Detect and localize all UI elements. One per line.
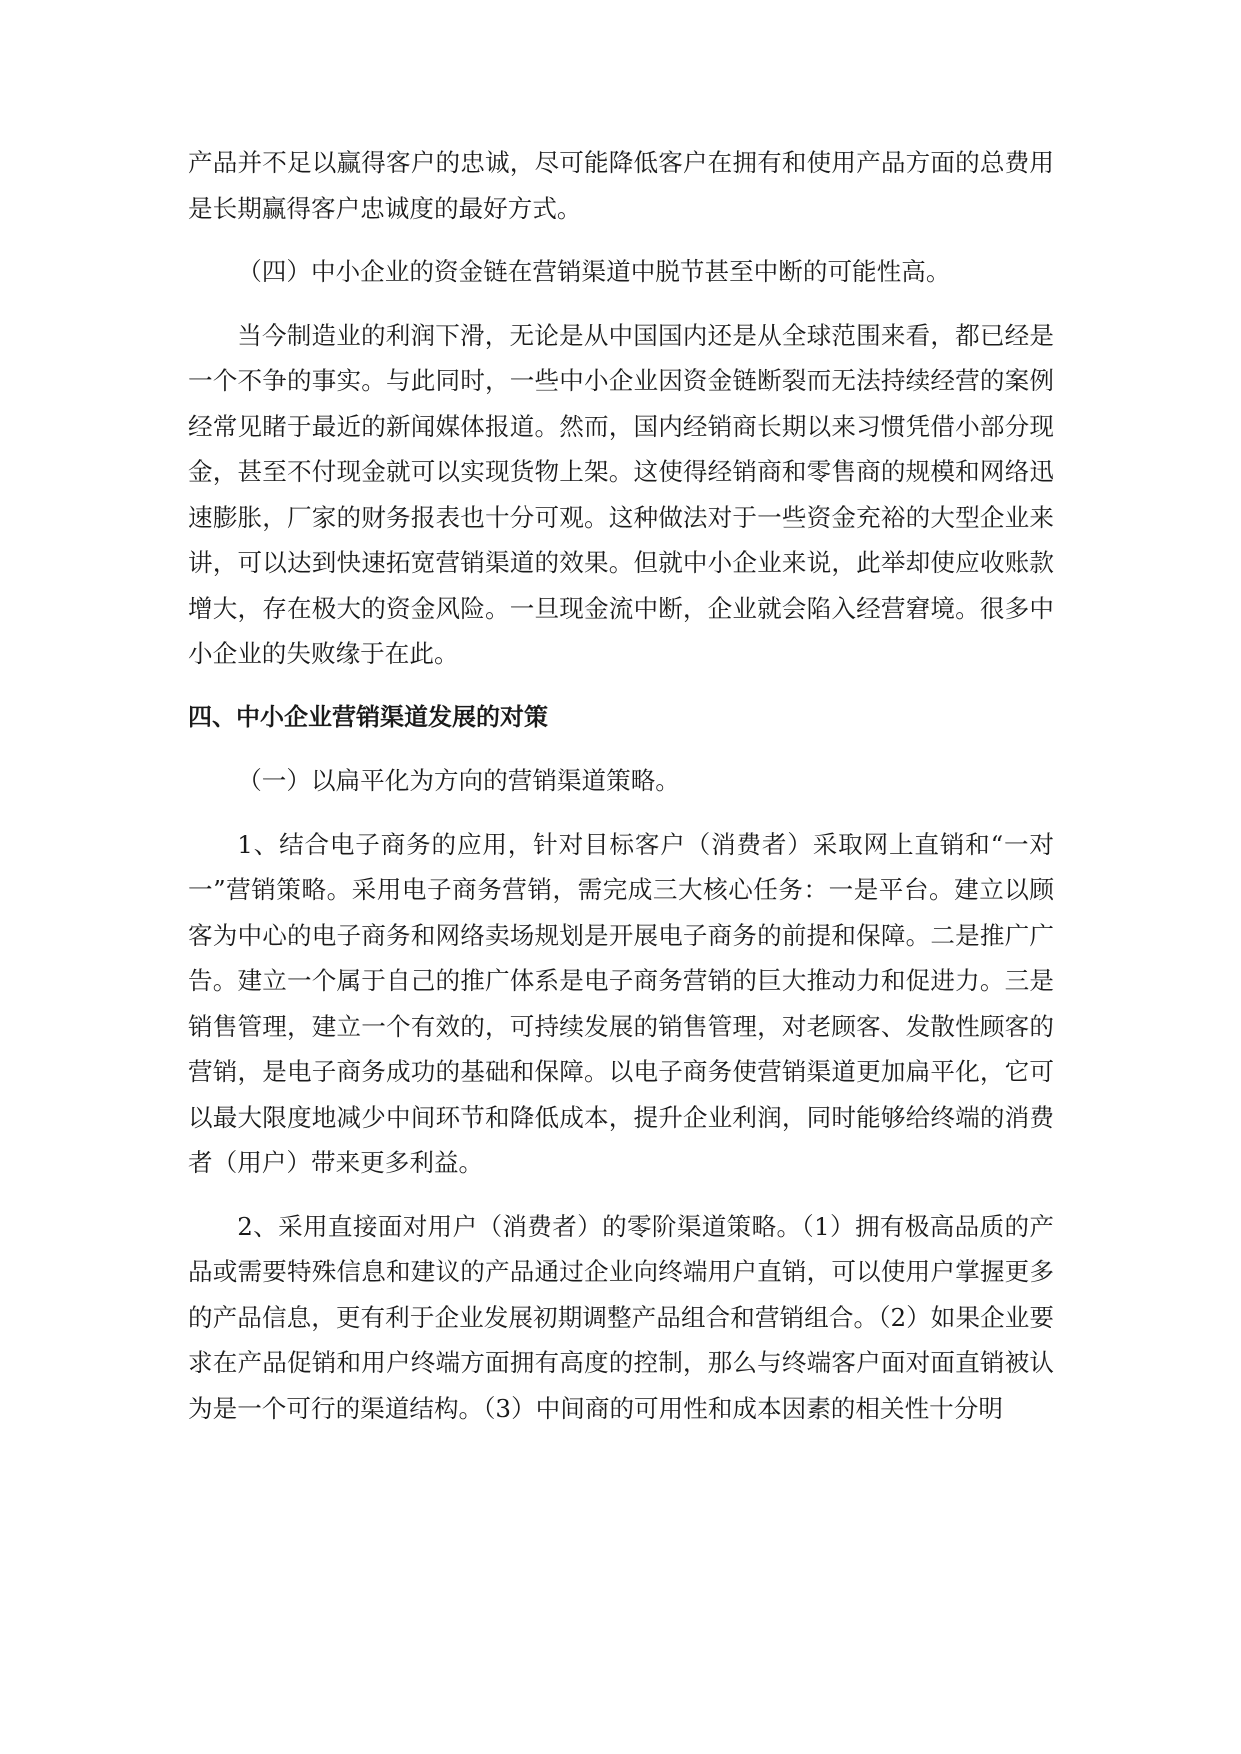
subheading-one: （一）以扁平化为方向的营销渠道策略。 <box>237 766 680 795</box>
paragraph-ecommerce: 1、结合电子商务的应用，针对目标客户（消费者）采取网上直销和“一对一”营销策略。采用电子商务营销，需完成三大核心任务：一是平台。建立以顾客为中心的电子商务和网络卖场规划是开展电子商务的前提和保障。二是推广广告。建立一个属于自己的推广体系是电子商务营销的巨大推动力和促进力。三是销售管理，建立一个有效的，可持续发展的销售管理，对老顾客、发散性顾客的营销，是电子商务成功的基础和保障。以电子商务使营销渠道更加扁平化，它可以最大限度地减少中间环节和降低成本，提升企业利润，同时能够给终端的消费者（用户）带来更多利益。 <box>188 829 1054 1177</box>
paragraph-cash-flow: 当今制造业的利润下滑，无论是从中国国内还是从全球范围来看，都已经是一个不争的事实。与此同时，一些中小企业因资金链断裂而无法持续经营的案例经常见睹于最近的新闻媒体报道。然而，国内经销商长期以来习惯凭借小部分现金，甚至不付现金就可以实现货物上架。这使得经销商和零售商的规模和网络迅速膨胀，厂家的财务报表也十分可观。这种做法对于一些资金充裕的大型企业来讲，可以达到快速拓宽营销渠道的效果。但就中小企业来说，此举却使应收账款增大，存在极大的资金风险。一旦现金流中断，企业就会陷入经营窘境。很多中小企业的失败缘于在此。 <box>188 320 1054 668</box>
paragraph-zero-level-channel: 2、采用直接面对用户（消费者）的零阶渠道策略。（1）拥有极高品质的产品或需要特殊信息和建议的产品通过企业向终端用户直销，可以使用户掌握更多的产品信息，更有利于企业发展初期调整产品组合和营销组合。（2）如果企业要求在产品促销和用户终端方面拥有高度的控制，那么与终端客户面对面直销被认为是一个可行的渠道结构。（3）中间商的可用性和成本因素的相关性十分明 <box>188 1211 1054 1423</box>
paragraph-continued: 产品并不足以赢得客户的忠诚，尽可能降低客户在拥有和使用产品方面的总费用是长期赢得客户忠诚度的最好方式。 <box>188 148 1054 223</box>
subheading-four: （四）中小企业的资金链在营销渠道中脱节甚至中断的可能性高。 <box>237 257 951 286</box>
document-body <box>188 140 1054 1431</box>
section-heading: 四、中小企业营销渠道发展的对策 <box>188 702 548 731</box>
